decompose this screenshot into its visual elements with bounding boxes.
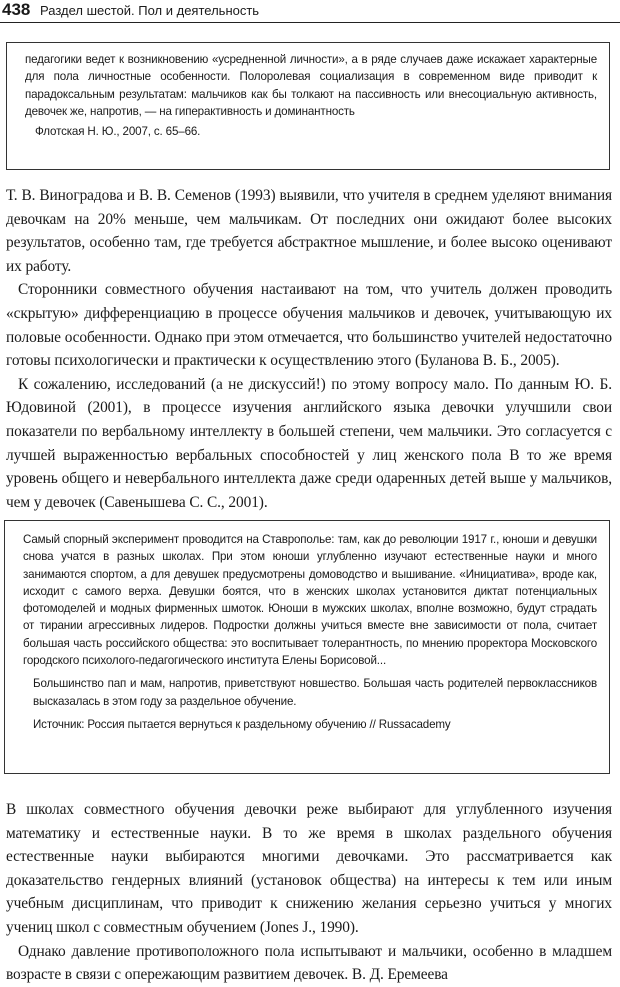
page-number: 438 (2, 0, 31, 19)
quote-box-2 (4, 520, 610, 774)
quote-box-2-text: Самый спорный эксперимент проводится на Ставрополье: там, как до революции 1917 г., юноши и девушки снова учатся в разных школах. При этом юноши углубленно изучают естественные науки и много занимаются спортом, а для девушек предусмотрены домоводство и вышивание. «Инициатива», вроде как, исходит с самого верха. Девушки боятся, что в женских школах установится диктат потенциальных фотомоделей и модных фирменных шмоток. Юноши в мужских школах, вполне возможно, будут страдать от тирании агрессивных лидеров. Подростки должны учиться вместе вне зависимости от пола, считает большая часть российского общества: это воспитывает толерантность, по мнению проректора Московского городского психолого-педагогического института Елены Борисовой... (23, 533, 597, 668)
paragraph: Сторонники совместного обучения настаивают на том, что учитель должен проводить «скрытую» дифференциацию в процессе обучения мальчиков и девочек, учитывающую их половые особенности. Однако при этом отмечается, что большинство учителей недостаточно готовы психологически и практически к осуществлению этого (Буланова В. Б., 2005). (6, 281, 612, 370)
paragraph: Однако давление противоположного пола испытывают и мальчики, особенно в младшем возрасте в связи с опережающим развитием девочек. В. Д. Еремеева (6, 942, 612, 984)
paragraph: К сожалению, исследований (а не дискуссий!) по этому вопросу мало. По данным Ю. Б. Юдовиной (2001), в процессе изучения английского языка девочки улучшили свои показатели по вербальному интеллекту в большей степени, чем мальчики. Это согласуется с лучшей выраженностью вербальных способностей у лиц женского пола В то же время уровень общего и невербального интеллекта даже среди одаренных детей выше у мальчиков, чем у девочек (Савенышева С. С., 2001). (6, 375, 612, 511)
quote-box-2-source: Источник: Россия пытается вернуться к раздельному обучению // Russacademy (33, 717, 451, 731)
quote-box-2-text: Большинство пап и мам, напротив, приветствуют новшество. Большая часть родителей первоклассников высказалась в этом году за раздельное обучение. (33, 677, 597, 708)
paragraph: Т. В. Виноградова и В. В. Семенов (1993) выявили, что учителя в среднем уделяют внимания девочкам на 20% меньше, чем мальчикам. От последних они ожидают более высоких результатов, особенно там, где требуется абстрактное мышление, и более высоко оценивают их работу. (6, 187, 612, 275)
quote-box-1 (6, 42, 610, 170)
section-title: Раздел шестой. Пол и деятельность (40, 3, 260, 18)
body-text-2 (6, 798, 612, 987)
quote-box-1-text: педагогики ведет к возникновению «усредненной личности», а в ряде случаев даже искажает характерные для пола личностные особенности. Полоролевая социализация в современном виде приводит к парадоксальным результатам: мальчиков как бы толкают на пассивность или внесоциальную активность, девочек же, напротив, — на гиперактивность и доминантность (25, 53, 597, 118)
paragraph: В школах совместного обучения девочки реже выбирают для углубленного изучения математику и естественные науки. В то же время в школах раздельного обучения естественные науки выбираются многими девочками. Это рассматривается как доказательство гендерных влияний (установок общества) на интересы к тем или иным учебным дисциплинам, что приводит к снижению желания серьезно учиться у многих учениц школ с совместным обучением (Jones J., 1990). (6, 801, 612, 936)
quote-box-1-source: Флотская Н. Ю., 2007, с. 65–66. (35, 125, 201, 139)
running-header (0, 0, 620, 23)
body-text-1 (6, 184, 612, 514)
